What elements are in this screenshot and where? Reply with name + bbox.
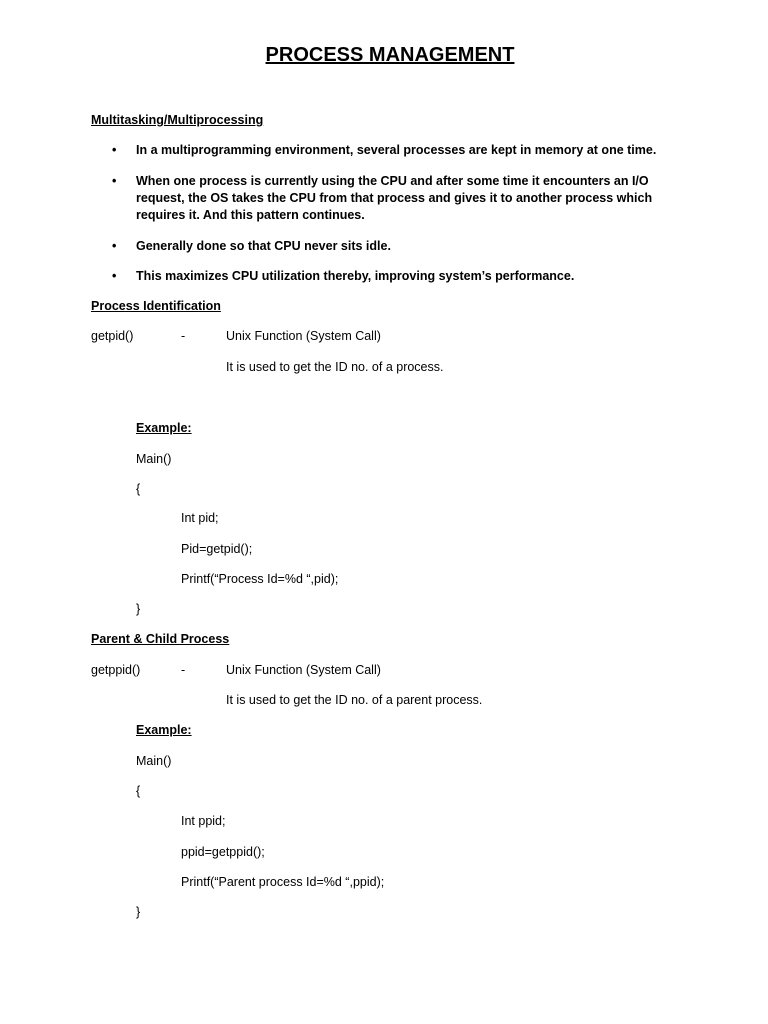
bullet-marker: • [112,143,117,157]
function-usage: It is used to get the ID no. of a process. [226,360,444,374]
code-line: Int ppid; [181,814,226,828]
list-item: Generally done so that CPU never sits idle. [136,239,391,253]
code-line: Printf(“Parent process Id=%d “,ppid); [181,875,385,889]
function-description: Unix Function (System Call) [226,663,381,677]
code-line: Int pid; [181,511,219,525]
section-heading-multitasking: Multitasking/Multiprocessing [91,113,264,127]
bullet-marker: • [112,174,117,188]
code-line: } [136,602,141,616]
example-label: Example: [136,421,192,435]
bullet-marker: • [112,239,117,253]
page-title: PROCESS MANAGEMENT [265,44,515,66]
function-dash: - [181,663,186,677]
example-label: Example: [136,723,192,737]
bullet-marker: • [112,269,117,283]
section-heading-process-identification: Process Identification [91,299,221,313]
list-item: In a multiprogramming environment, several processes are kept in memory at one time. [136,143,657,157]
code-line: { [136,784,141,798]
function-usage: It is used to get the ID no. of a parent process. [226,693,483,707]
function-name: getpid() [91,329,134,343]
code-line: Main() [136,452,172,466]
function-dash: - [181,329,186,343]
code-line: Pid=getpid(); [181,542,253,556]
code-line: Printf(“Process Id=%d “,pid); [181,572,339,586]
code-line: } [136,905,141,919]
function-description: Unix Function (System Call) [226,329,381,343]
section-heading-parent-child: Parent & Child Process [91,632,230,646]
code-line: ppid=getppid(); [181,845,265,859]
function-name: getppid() [91,663,141,677]
code-line: Main() [136,754,172,768]
code-line: { [136,482,141,496]
list-item: This maximizes CPU utilization thereby, improving system’s performance. [136,269,575,283]
list-item: When one process is currently using the CPU and after some time it encounters an I/O request, the OS takes the CPU from that process and gives it to another process which requires it. And this pattern continues. [136,174,653,222]
